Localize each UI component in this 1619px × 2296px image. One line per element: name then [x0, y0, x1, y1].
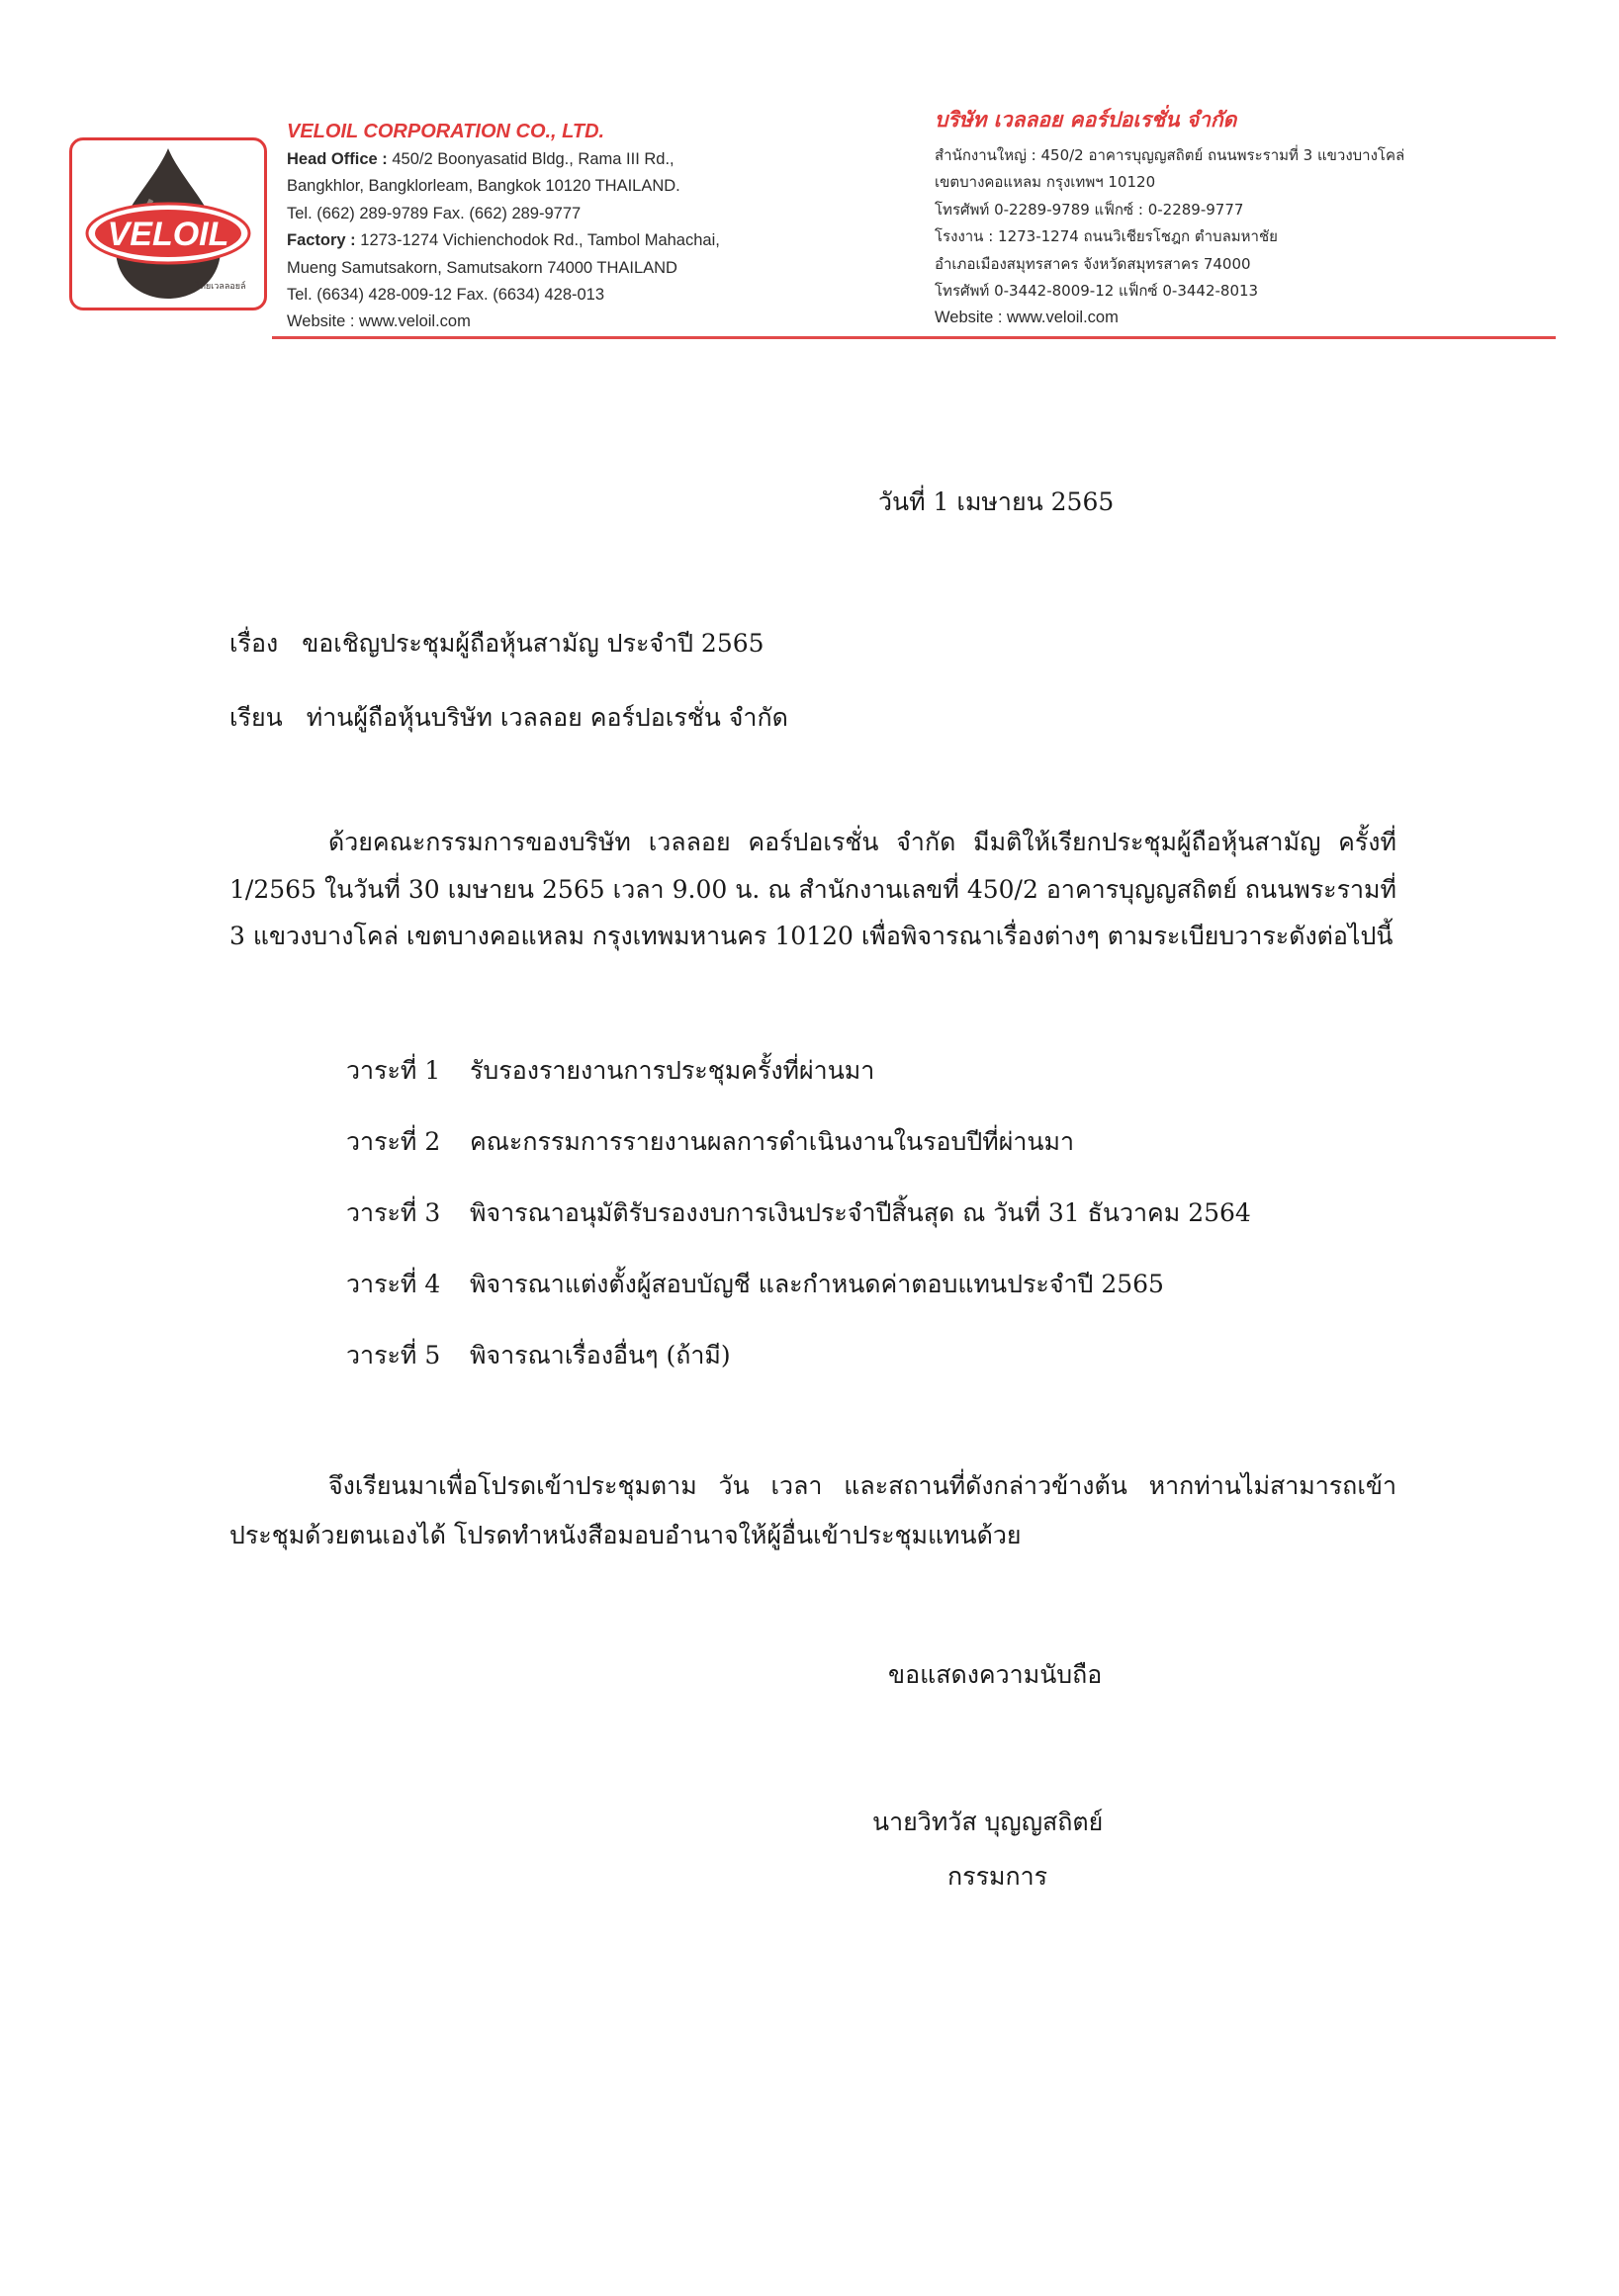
company-logo — [69, 137, 267, 310]
signer-name: นายวิทวัส บุญญสถิตย์ — [872, 1808, 1104, 1836]
factory-line1-en: Factory : 1273-1274 Vichienchodok Rd., Tambol Mahachai, — [287, 231, 720, 250]
head-office-line1-en: Head Office : 450/2 Boonyasatid Bldg., Rama III Rd., — [287, 150, 675, 168]
head-office-line2-th: เขตบางคอแหลม กรุงเทพฯ 10120 — [935, 173, 1156, 192]
signer-title: กรรมการ — [947, 1862, 1048, 1891]
agenda-item: วาระที่ 5 พิจารณาเรื่องอื่นๆ (ถ้ามี) — [346, 1341, 731, 1369]
letterhead-english — [287, 117, 801, 336]
logo-text: VELOIL — [107, 216, 229, 253]
agenda-item: วาระที่ 1 รับรองรายงานการประชุมครั้งที่ผ่านมา — [346, 1056, 875, 1085]
closing-paragraph — [229, 1461, 1396, 1560]
head-office-tel-en: Tel. (662) 289-9789 Fax. (662) 289-9777 — [287, 204, 582, 222]
letter-body-paragraph — [229, 819, 1396, 960]
head-office-line2-en: Bangkhlor, Bangklorleam, Bangkok 10120 THAILAND. — [287, 177, 680, 196]
letter-salutation — [229, 700, 788, 736]
factory-tel-en: Tel. (6634) 428-009-12 Fax. (6634) 428-013 — [287, 286, 605, 305]
agenda-item: วาระที่ 3 พิจารณาอนุมัติรับรองงบการเงินประจำปีสิ้นสุด ณ วันที่ 31 ธันวาคม 2564 — [346, 1198, 1251, 1227]
factory-tel-th: โทรศัพท์ 0-3442-8009-12 แฟ็กซ์ 0-3442-8013 — [935, 282, 1259, 301]
letter-date: วันที่ 1 เมษายน 2565 — [878, 487, 1115, 516]
closing-text: จึงเรียนมาเพื่อโปรดเข้าประชุมตาม วัน เวลา และสถานที่ดังกล่าวข้างต้น หากท่านไม่สามารถเข้า ประชุมด้วยตนเองได้ โปรดทำหนังสือมอบอำนาจให้ผู้อื่นเข้าประชุมแทนด้วย — [229, 1471, 1396, 1549]
agenda-item: วาระที่ 2 คณะกรรมการรายงานผลการดำเนินงานในรอบปีที่ผ่านมา — [346, 1127, 1075, 1156]
letterhead-thai — [935, 105, 1528, 332]
head-office-line1-th: สำนักงานใหญ่ : 450/2 อาคารบุญญสถิตย์ ถนนพระรามที่ 3 แขวงบางโคล่ — [935, 146, 1405, 164]
factory-line2-en: Mueng Samutsakorn, Samutsakorn 74000 THAILAND — [287, 258, 677, 277]
letter-subject — [229, 626, 765, 662]
company-name-th: บริษัท เวลลอย คอร์ปอเรชั่น จำกัด — [935, 108, 1237, 132]
factory-line1-th: โรงงาน : 1273-1274 ถนนวิเชียรโชฎก ตำบลมหาชัย — [935, 227, 1278, 246]
company-name-en: VELOIL CORPORATION CO., LTD. — [287, 121, 605, 142]
website-th: Website : www.veloil.com — [935, 309, 1119, 327]
subject-text: ขอเชิญประชุมผู้ถือหุ้นสามัญ ประจำปี 2565 — [302, 629, 765, 658]
website-en: Website : www.veloil.com — [287, 312, 471, 331]
salutation-label: เรียน — [229, 703, 283, 732]
agenda-item: วาระที่ 4 พิจารณาแต่งตั้งผู้สอบบัญชี และกำหนดค่าตอบแทนประจำปี 2565 — [346, 1270, 1164, 1298]
oil-drop-icon — [72, 140, 264, 308]
head-office-tel-th: โทรศัพท์ 0-2289-9789 แฟ็กซ์ : 0-2289-9777 — [935, 200, 1244, 219]
logo-subtext: ไทยเวลลอยล์ — [195, 282, 246, 292]
factory-line2-th: อำเภอเมืองสมุทรสาคร จังหวัดสมุทรสาคร 74000 — [935, 254, 1251, 273]
body-text: ด้วยคณะกรรมการของบริษัท เวลลอย คอร์ปอเรชั่น จำกัด มีมติให้เรียกประชุมผู้ถือหุ้นสามัญ ครั้งที่ 1/2565 ในวันที่ 30 เมษายน 2565 เวลา 9.00 น. ณ สำนักงานเลขที่ 450/2 อาคารบุญญสถิตย์ ถนนพระรามที่ 3 แขวงบางโคล่ เขตบางคอแหลม กรุงเทพมหานคร 10120 เพื่อพิจารณาเรื่องต่างๆ ตามระเบียบวาระดังต่อไปนี้ — [229, 828, 1396, 950]
subject-label: เรื่อง — [229, 629, 279, 658]
salutation-text: ท่านผู้ถือหุ้นบริษัท เวลลอย คอร์ปอเรชั่น จำกัด — [306, 703, 788, 732]
letter-regards: ขอแสดงความนับถือ — [888, 1660, 1103, 1689]
letterhead-divider — [272, 336, 1556, 339]
